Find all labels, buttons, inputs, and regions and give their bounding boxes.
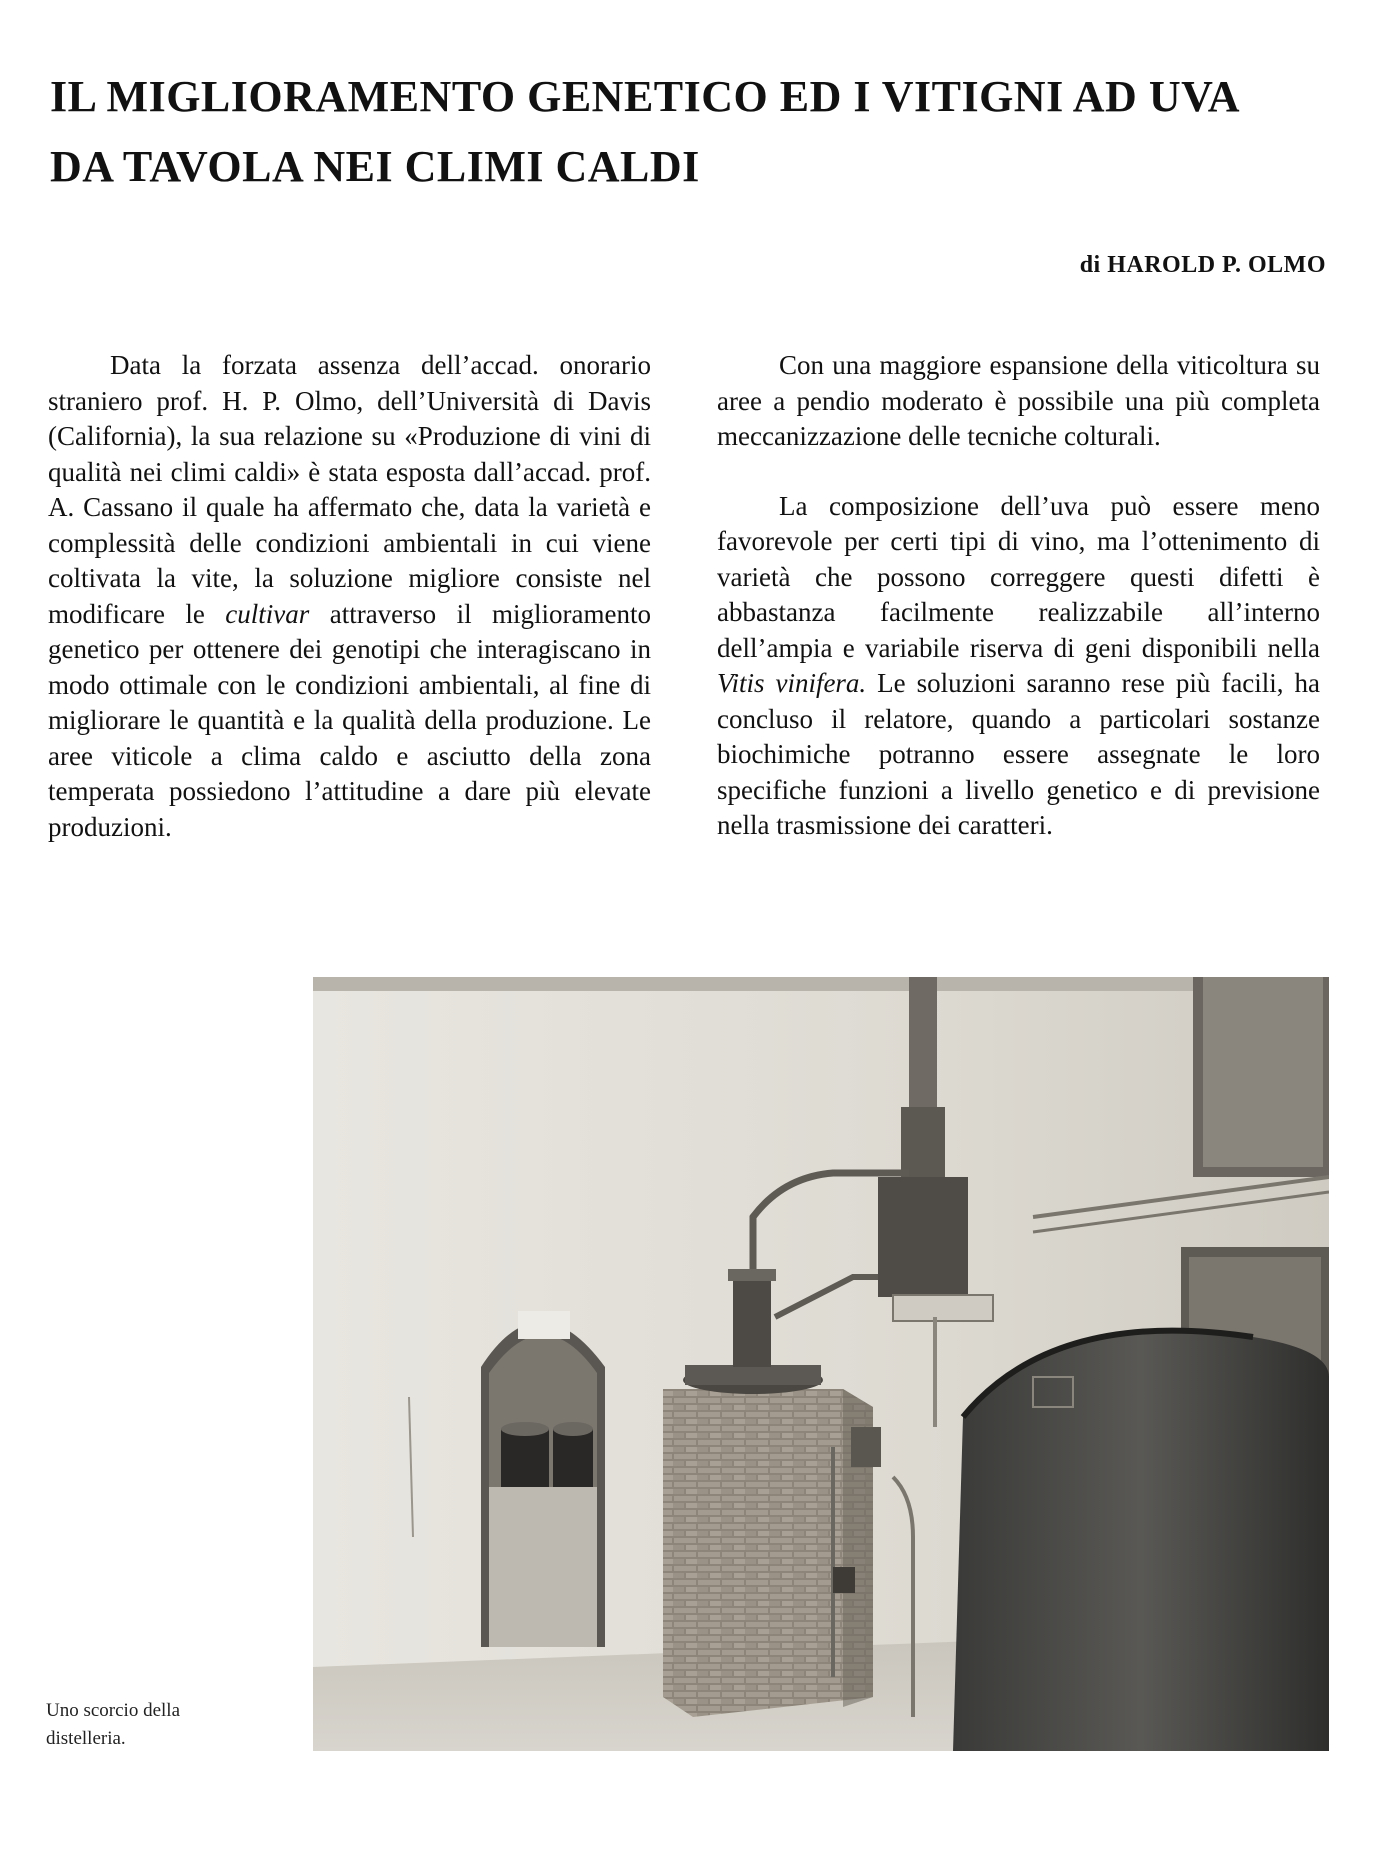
distillery-photo — [313, 977, 1329, 1751]
title-line-1: IL MIGLIORAMENTO GENETICO ED I VITIGNI AD UVA — [50, 72, 1240, 121]
right-paragraph-2 — [717, 489, 1320, 844]
left-paragraph-1 — [48, 348, 651, 845]
right-p2-text-a: La composizione dell’uva può essere meno favorevole per certi tipi di vino, ma l’ottenimento di varietà che possono correggere questi difetti è abbastanza facilmente realizzabile all’interno dell’ampia e variabile riserva di geni disponibili nella — [717, 490, 1320, 663]
byline: di HAROLD P. OLMO — [1079, 252, 1326, 278]
left-p1-text-a: Data la forzata assenza dell’accad. onorario straniero prof. H. P. Olmo, dell’Università di Davis (California), la sua relazione su «Produzione di vini di qualità nei climi caldi» è stata esposta dall’accad. prof. A. Cassano il quale ha affermato che, data la varietà e complessità delle condizioni ambientali in cui viene coltivata la vite, la soluzione migliore consiste nel modificare le — [48, 350, 651, 629]
left-p1-italic: cultivar — [225, 598, 310, 629]
distillery-photo-illustration — [313, 977, 1329, 1751]
left-p1-text-b: attraverso il miglioramento genetico per ottenere dei genotipi che interagiscano in modo ottimale con le condizioni ambientali, al fine di migliorare le quantità e la qualità della produzione. Le aree viticole a clima caldo e asciutto della zona temperata possiedono l’attitudine a dare più elevate produzioni. — [48, 598, 651, 842]
article-title — [50, 62, 1350, 202]
right-paragraph-1: Con una maggiore espansione della viticoltura su aree a pendio moderato è possibile una più completa meccanizzazione delle tecniche colturali. — [717, 350, 1320, 451]
right-p2-text-b: Le soluzioni saranno rese più facili, ha concluso il relatore, quando a particolari sostanze biochimiche potranno essere assegnate le loro specifiche funzioni a livello genetico e di previsione nella trasmissione dei caratteri. — [717, 668, 1320, 840]
title-line-2: DA TAVOLA NEI CLIMI CALDI — [50, 142, 700, 191]
right-p2-italic: Vitis vinifera. — [717, 668, 867, 698]
figure-caption: Uno scorcio della distelleria. — [46, 1700, 181, 1749]
left-column — [48, 348, 651, 879]
right-column — [717, 348, 1320, 878]
